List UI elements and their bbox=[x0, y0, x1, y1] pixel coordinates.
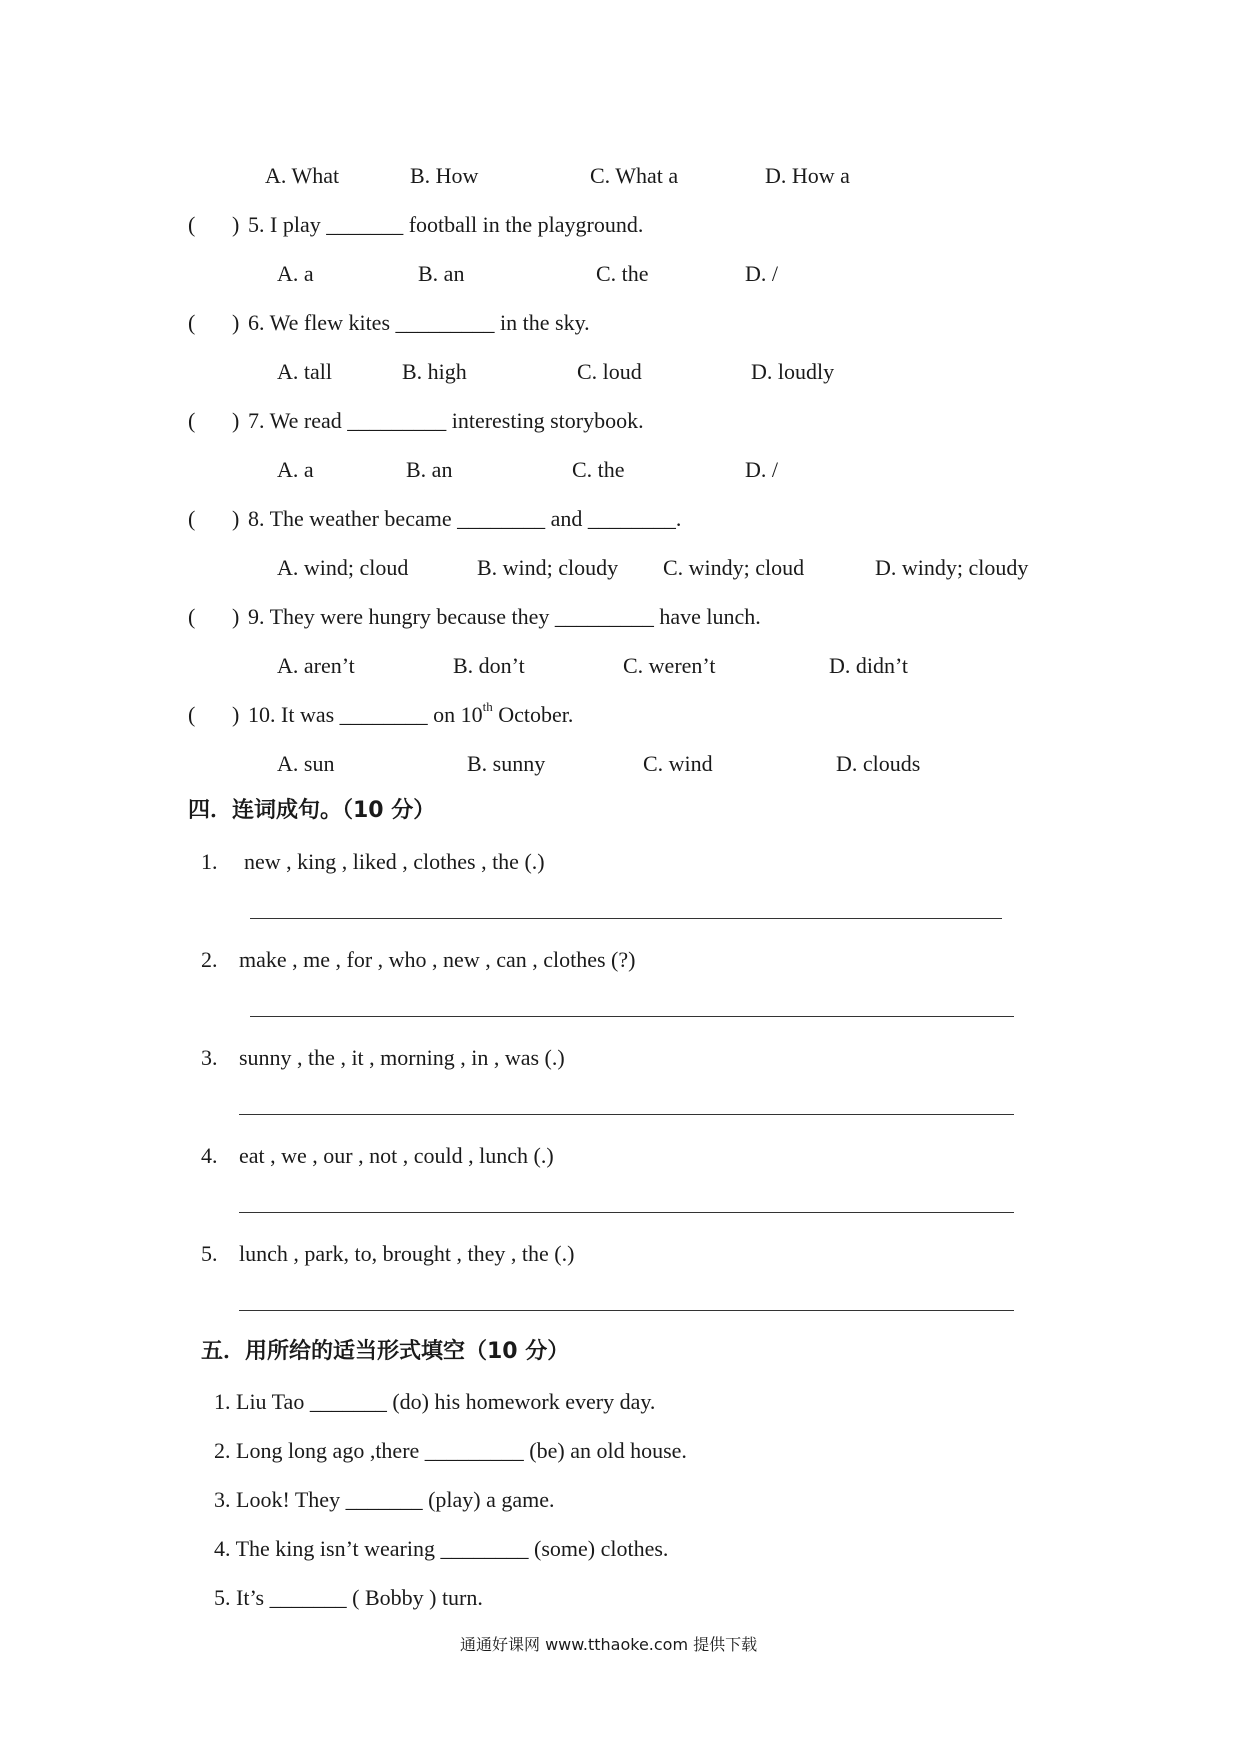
option-d: D. How a bbox=[765, 163, 850, 188]
item-number: 5. bbox=[201, 1241, 218, 1266]
answer-line[interactable] bbox=[250, 1016, 1014, 1017]
answer-line[interactable] bbox=[239, 1212, 1014, 1213]
fill-in-item: 5. It’s _______ ( Bobby ) turn. bbox=[214, 1585, 483, 1610]
option-d: D. / bbox=[745, 457, 778, 482]
option-c: C. wind bbox=[643, 751, 713, 776]
option-b: B. wind; cloudy bbox=[477, 555, 619, 580]
answer-paren-open: ( bbox=[188, 604, 196, 629]
option-d: D. didn’t bbox=[829, 653, 909, 678]
item-number: 2. bbox=[201, 947, 218, 972]
fill-in-item: 1. Liu Tao _______ (do) his homework every day. bbox=[214, 1389, 656, 1414]
option-c: C. loud bbox=[577, 359, 642, 384]
answer-paren-close: ) bbox=[232, 604, 240, 629]
question-text bbox=[248, 698, 574, 727]
option-a: A. aren’t bbox=[277, 653, 355, 678]
option-d: D. loudly bbox=[751, 359, 835, 384]
answer-paren-close: ) bbox=[232, 212, 240, 237]
answer-paren-open: ( bbox=[188, 702, 196, 727]
option-a: A. wind; cloud bbox=[277, 555, 409, 580]
question-text-end: October. bbox=[492, 702, 574, 727]
question-text: 6. We flew kites _________ in the sky. bbox=[248, 310, 590, 335]
fill-in-item: 2. Long long ago ,there _________ (be) an old house. bbox=[214, 1438, 687, 1463]
answer-paren-close: ) bbox=[232, 310, 240, 335]
word-list: make , me , for , who , new , can , clothes (?) bbox=[239, 947, 636, 972]
option-b: B. sunny bbox=[467, 751, 546, 776]
option-d: D. / bbox=[745, 261, 778, 286]
item-number: 1. bbox=[201, 849, 218, 874]
question-text: 9. They were hungry because they _________ have lunch. bbox=[248, 604, 761, 629]
answer-paren-open: ( bbox=[188, 506, 196, 531]
answer-paren-close: ) bbox=[232, 506, 240, 531]
item-number: 4. bbox=[201, 1143, 218, 1168]
question-text-main: 10. It was ________ on 10 bbox=[248, 702, 483, 727]
answer-line[interactable] bbox=[239, 1114, 1014, 1115]
option-a: A. a bbox=[277, 457, 314, 482]
question-text: 8. The weather became ________ and ________. bbox=[248, 506, 682, 531]
answer-paren-close: ) bbox=[232, 702, 240, 727]
section-heading: 五．用所给的适当形式填空（10 分） bbox=[201, 1339, 570, 1364]
option-a: A. What bbox=[265, 163, 340, 188]
question-text: 7. We read _________ interesting storybook. bbox=[248, 408, 644, 433]
question-text: 5. I play _______ football in the playground. bbox=[248, 212, 644, 237]
option-a: A. sun bbox=[277, 751, 335, 776]
word-list: sunny , the , it , morning , in , was (.) bbox=[239, 1045, 565, 1070]
ordinal-suffix: th bbox=[482, 698, 493, 714]
item-number: 3. bbox=[201, 1045, 218, 1070]
section-heading: 四．连词成句。（10 分） bbox=[188, 798, 436, 823]
option-b: B. don’t bbox=[453, 653, 525, 678]
option-b: B. high bbox=[402, 359, 467, 384]
answer-line[interactable] bbox=[239, 1310, 1014, 1311]
answer-paren-open: ( bbox=[188, 212, 196, 237]
fill-in-item: 3. Look! They _______ (play) a game. bbox=[214, 1487, 555, 1512]
option-a: A. tall bbox=[277, 359, 332, 384]
option-d: D. windy; cloudy bbox=[875, 555, 1029, 580]
answer-paren-close: ) bbox=[232, 408, 240, 433]
word-list: eat , we , our , not , could , lunch (.) bbox=[239, 1143, 554, 1168]
answer-paren-open: ( bbox=[188, 408, 196, 433]
option-c: C. weren’t bbox=[623, 653, 716, 678]
option-c: C. the bbox=[572, 457, 625, 482]
answer-paren-open: ( bbox=[188, 310, 196, 335]
answer-line[interactable] bbox=[250, 918, 1002, 919]
option-c: C. the bbox=[596, 261, 649, 286]
option-b: B. an bbox=[406, 457, 453, 482]
fill-in-item: 4. The king isn’t wearing ________ (some) clothes. bbox=[214, 1536, 669, 1561]
word-list: lunch , park, to, brought , they , the (.) bbox=[239, 1241, 575, 1266]
option-b: B. an bbox=[418, 261, 465, 286]
option-c: C. What a bbox=[590, 163, 679, 188]
word-list: new , king , liked , clothes , the (.) bbox=[244, 849, 545, 874]
option-a: A. a bbox=[277, 261, 314, 286]
option-b: B. How bbox=[410, 163, 479, 188]
option-d: D. clouds bbox=[836, 751, 921, 776]
page-footer: 通通好课网 www.tthaoke.com 提供下载 bbox=[460, 1635, 758, 1654]
option-c: C. windy; cloud bbox=[663, 555, 805, 580]
